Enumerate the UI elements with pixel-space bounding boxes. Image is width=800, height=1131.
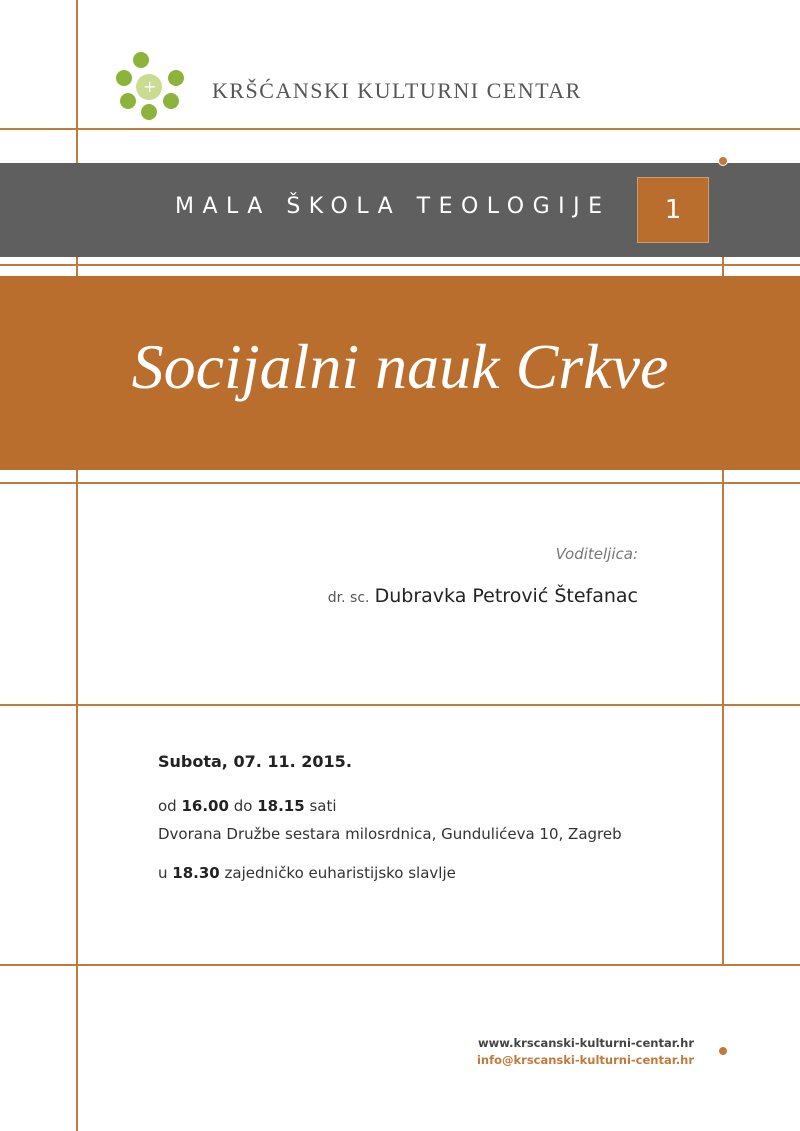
lecturer-academic-title: dr. sc. (327, 590, 370, 606)
divider-line (0, 704, 800, 706)
ornament-dot-icon (718, 156, 728, 166)
divider-line (0, 964, 800, 966)
main-title: Socijalni nauk Crkve (131, 331, 669, 402)
event-time (158, 797, 337, 815)
logo-dot-icon (163, 93, 179, 109)
email-link[interactable]: info@krscanski-kulturni-centar.hr (476, 1053, 694, 1067)
lecturer-name: Dubravka Petrović Štefanac (374, 585, 638, 607)
frame-line-top (0, 128, 800, 130)
divider-line (0, 264, 800, 266)
series-title: MALA ŠKOLA TEOLOGIJE (175, 194, 611, 219)
lecturer-line (328, 585, 638, 607)
org-name: KRŠĆANSKI KULTURNI CENTAR (212, 78, 582, 103)
mass-prefix: u (158, 864, 168, 882)
event-venue: Dvorana Družbe sestara milosrdnica, Gundulićeva 10, Zagreb (158, 825, 622, 843)
logo-dot-icon (141, 104, 157, 120)
logo-dot-icon (168, 70, 184, 86)
time-mid: do (233, 797, 253, 815)
time-suffix: sati (309, 797, 337, 815)
time-start: 16.00 (181, 797, 229, 815)
series-number: 1 (664, 195, 682, 225)
mass-time: 18.30 (172, 864, 220, 882)
ornament-dot-icon (718, 1046, 728, 1056)
logo-dot-icon (120, 93, 136, 109)
event-mass (158, 864, 456, 882)
divider-line (0, 482, 800, 484)
time-end: 18.15 (257, 797, 305, 815)
website-link[interactable]: www.krscanski-kulturni-centar.hr (478, 1036, 694, 1050)
series-number-badge (637, 177, 709, 243)
logo-dot-icon (116, 70, 132, 86)
cross-icon: + (143, 77, 157, 96)
mass-text: zajedničko euharistijsko slavlje (224, 864, 456, 882)
logo (112, 52, 188, 122)
logo-dot-icon (133, 52, 149, 68)
event-date: Subota, 07. 11. 2015. (158, 752, 352, 771)
lecturer-label: Voditeljica: (555, 545, 638, 563)
time-prefix: od (158, 797, 177, 815)
